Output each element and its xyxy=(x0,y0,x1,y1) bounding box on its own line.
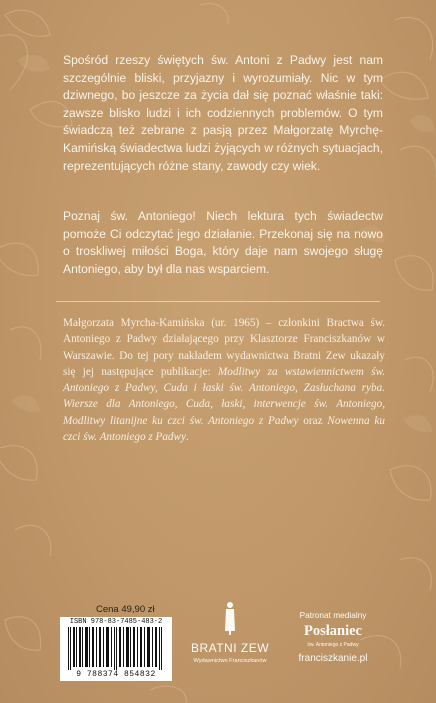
description-paragraph-1: Spośród rzeszy świętych św. Antoni z Padwy jest nam szczególnie bliski, przyjazny i wyrozumiały. Nic w tym dziwnego, bo jeszcze za życia dał się poznać właśnie taki: zawsze blisko ludzi i ich codziennych problemów. O tym świadczą też zebrane z pasją przez Małgorzatę Myrchę-Kamińską świadectwa ludzi żyjących w różnych sytuacjach, reprezentujących różne stany, zawody czy wiek. xyxy=(63,53,383,173)
barcode xyxy=(60,617,172,681)
section-divider xyxy=(56,301,380,302)
bio-connector: oraz xyxy=(298,414,328,427)
isbn-number: ISBN 978-83-7485-483-2 xyxy=(69,618,163,626)
description-paragraph-2: Poznaj św. Antoniego! Niech lektura tych świadectw pomoże Ci odczytać jego działanie. Przekonaj się na nowo o troskliwej miłości Boga, który daje nam swojego sługę Antoniego, aby był dla nas wsparciem. xyxy=(63,209,383,276)
bio-titles-b: Nowenna ku czci św. Antoniego z Padwy xyxy=(63,414,385,444)
bio-intro: Małgorzata Myrcha-Kamińska (ur. 1965) – członkini Bractwa św. Antoniego z Padwy działającego przy Klasztorze Franciszkanów w Warszawie. Do tej pory nakładem wydawnictwa Bratni Zew ukazały się jej następujące publikacje: xyxy=(63,317,385,378)
author-bio xyxy=(63,315,385,445)
ean-number: 9 788374 854832 xyxy=(76,670,156,679)
bio-end: . xyxy=(185,431,189,444)
patron-title: Posłaniec xyxy=(304,623,362,639)
publisher-name: BRATNI ZEW xyxy=(190,641,270,655)
bio-titles-a: Modlitwy za wstawiennictwem św. Antoniego z Padwy, Cuda i łaski św. Antoniego, Zasłuchana ryba. Wiersze dla Antoniego, Cuda, łaski, interwencje św. Antoniego, Modlitwy litanijne ku czci św. Antoniego z Padwy xyxy=(63,365,385,427)
patron-website: franciszkanie.pl xyxy=(298,653,368,664)
price-label: Cena 49,90 zł xyxy=(96,604,155,615)
publisher-subtitle: Wydawnictwo Franciszkanów xyxy=(193,658,267,664)
publisher-logo xyxy=(190,601,270,691)
barcode-bars-icon xyxy=(66,627,166,670)
friar-figure-icon xyxy=(222,601,238,635)
patron-subtitle: św. Antoniego z Padwy xyxy=(307,642,359,648)
patron-label: Patronat medialny xyxy=(299,610,367,620)
